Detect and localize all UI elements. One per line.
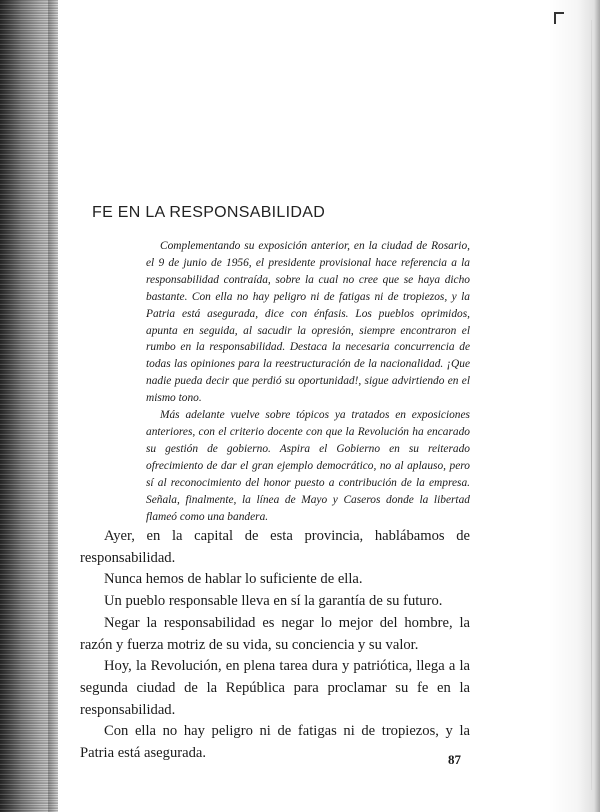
body-paragraph: Hoy, la Revolución, en plena tarea dura y patriótica, llega a la segunda ciudad de la República para proclamar su fe en la responsabilidad. xyxy=(80,658,470,718)
body-paragraph: Negar la responsabilidad es negar lo mejor del hombre, la razón y fuerza motriz de su vida, su conciencia y su valor. xyxy=(80,614,470,653)
scan-page-edge xyxy=(548,0,600,812)
chapter-summary xyxy=(146,238,470,525)
crop-corner-mark xyxy=(554,12,564,24)
summary-paragraph: Más adelante vuelve sobre tópicos ya tratados en exposiciones anteriores, con el criterio docente con que la Revolución ha encarado su gestión de gobierno. Aspira el Gobierno en su reiterado ofrecimiento de dar el gran ejemplo democrático, no al aplauso, pero sí al reconocimiento del honor puesto a contribución de la empresa. Señala, finalmente, la línea de Mayo y Caseros donde la libertad flameó como una bandera. xyxy=(146,409,470,523)
speech-body xyxy=(80,526,470,765)
body-paragraph: Con ella no hay peligro ni de fatigas ni de tropiezos, y la Patria está asegurada. xyxy=(80,723,470,762)
body-paragraph: Un pueblo responsable lleva en sí la garantía de su futuro. xyxy=(104,593,443,610)
page-number: 87 xyxy=(448,752,461,767)
chapter-title: FE EN LA RESPONSABILIDAD xyxy=(92,204,326,221)
scan-page-edge-line xyxy=(591,20,592,790)
summary-paragraph: Complementando su exposición anterior, en la ciudad de Rosario, el 9 de junio de 1956, el presidente provisional hace referencia a la responsabilidad contraída, sobre la cual no cree que se haya dicho bastante. Con ella no hay peligro ni de fatigas ni de tropiezos, y la Patria está asegurada, dice con énfasis. Los pueblos oprimidos, apunta en seguida, al sacudir la opresión, siempre encontraron el rumbo en la responsabilidad. Destaca la necesaria concurrencia de todas las opiniones para la reestructuración de la nacionalidad. ¡Que nadie pueda decir que perdió su oportunidad!, sigue advirtiendo en el mismo tono. xyxy=(146,240,470,405)
body-paragraph: Nunca hemos de hablar lo suficiente de ella. xyxy=(104,571,363,588)
scan-binding-shadow xyxy=(48,0,58,812)
body-paragraph: Ayer, en la capital de esta provincia, hablábamos de responsabilidad. xyxy=(80,528,470,566)
